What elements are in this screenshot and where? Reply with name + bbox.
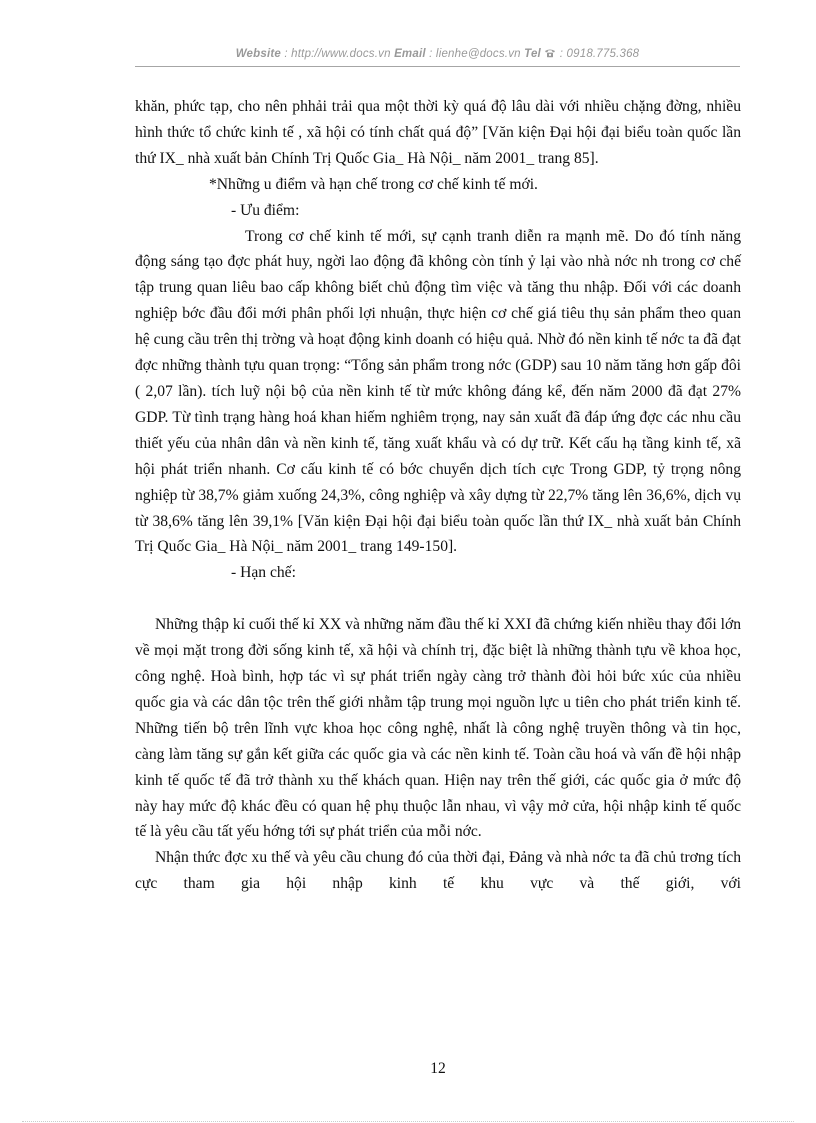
page-number: 12 xyxy=(430,1060,446,1077)
document-body xyxy=(135,94,741,897)
header-tel-label: Tel xyxy=(524,48,541,60)
paragraph-advantages: Trong cơ chế kinh tế mới, sự cạnh tranh diễn ra mạnh mẽ. Do đó tính năng động sáng tạo đợc phát huy, ngời lao động đã không còn tính ỷ lại vào nhà nớc nh trong cơ chế tập trung quan liêu bao cấp không biết chủ động tìm việc và tăng thu nhập. Đối với các doanh nghiệp bớc đầu đổi mới phân phối lợi nhuận, thực hiện cơ chế giá tiêu thụ sản phẩm theo quan hệ cung cầu trên thị trờng và hoạt động kinh doanh có hiệu quả. Nhờ đó nền kinh tế nớc ta đã đạt đợc những thành tựu quan trọng: “Tổng sản phẩm trong nớc (GDP) sau 10 năm tăng hơn gấp đôi ( 2,07 lần). tích luỹ nội bộ của nền kinh tế từ mức không đáng kể, đến năm 2000 đã đạt 27% GDP. Từ tình trạng hàng hoá khan hiếm nghiêm trọng, nay sản xuất đã đáp ứng đợc các nhu cầu thiết yếu của nhân dân và nền kinh tế, tăng xuất khẩu và có dự trữ. Kết cấu hạ tầng kinh tế, xã hội phát triển nhanh. Cơ cấu kinh tế có bớc chuyển dịch tích cực Trong GDP, tỷ trọng nông nghiệp từ 38,7% giảm xuống 24,3%, công nghiệp và xây dựng từ 22,7% tăng lên 36,6%, dịch vụ từ 38,6% tăng lên 39,1% [Văn kiện Đại hội đại biểu toàn quốc lần thứ IX_ nhà xuất bản Chính Trị Quốc Gia_ Hà Nội_ năm 2001_ trang 149-150]. xyxy=(135,227,741,556)
header-website-value: : http://www.docs.vn xyxy=(281,48,395,60)
header-email-label: Email xyxy=(394,48,426,60)
heading-advantages: - Ưu điểm: xyxy=(231,201,300,219)
blank-line xyxy=(135,586,741,612)
heading-advantages-limitations: *Những u điểm và hạn chế trong cơ chế kinh tế mới. xyxy=(209,175,538,193)
paragraph-globalization: Những thập kỉ cuối thế kỉ XX và những năm đầu thế kỉ XXI đã chứng kiến nhiều thay đổi lớn về mọi mặt trong đời sống kinh tế, xã hội và chính trị, đặc biệt là những thành tựu về khoa học, công nghệ. Hoà bình, hợp tác vì sự phát triển ngày càng trở thành đòi hỏi bức xúc của nhiều quốc gia và các dân tộc trên thế giới nhằm tập trung mọi nguồn lực u tiên cho phát triển kinh tế. Những tiến bộ trên lĩnh vực khoa học công nghệ, nhất là công nghệ truyền thông và tin học, càng làm tăng sự gắn kết giữa các quốc gia và các nền kinh tế. Toàn cầu hoá và vấn đề hội nhập kinh tế quốc tế đã trở thành xu thế khách quan. Hiện nay trên thế giới, các quốc gia ở mức độ này hay mức độ khác đều có quan hệ phụ thuộc lẫn nhau, vì vậy mở cửa, hội nhập kinh tế quốc tế là yêu cầu tất yếu hớng tới sự phát triển của mỗi nớc. xyxy=(135,616,741,841)
heading-limitations: - Hạn chế: xyxy=(231,564,296,582)
page-header xyxy=(135,48,740,60)
header-tel-value: : 0918.775.368 xyxy=(556,48,640,60)
header-email-value: : lienhe@docs.vn xyxy=(425,48,525,60)
phone-icon xyxy=(544,48,556,58)
header-website-label: Website xyxy=(235,48,281,60)
paragraph-party-policy: Nhận thức đợc xu thế và yêu cầu chung đó của thời đại, Đảng và nhà nớc ta đã chủ trơng tích cực tham gia hội nhập kinh tế khu vực và thế giới, với xyxy=(135,849,741,893)
footer-rule xyxy=(22,1121,794,1122)
header-rule xyxy=(135,66,740,67)
paragraph-intro: khăn, phức tạp, cho nên phhải trải qua một thời kỳ quá độ lâu dài với nhiều chặng đờng, nhiều hình thức tổ chức kinh tế , xã hội có tính chất quá độ” [Văn kiện Đại hội đại biểu toàn quốc lần thứ IX_ nhà xuất bản Chính Trị Quốc Gia_ Hà Nội_ năm 2001_ trang 85]. xyxy=(135,98,741,167)
